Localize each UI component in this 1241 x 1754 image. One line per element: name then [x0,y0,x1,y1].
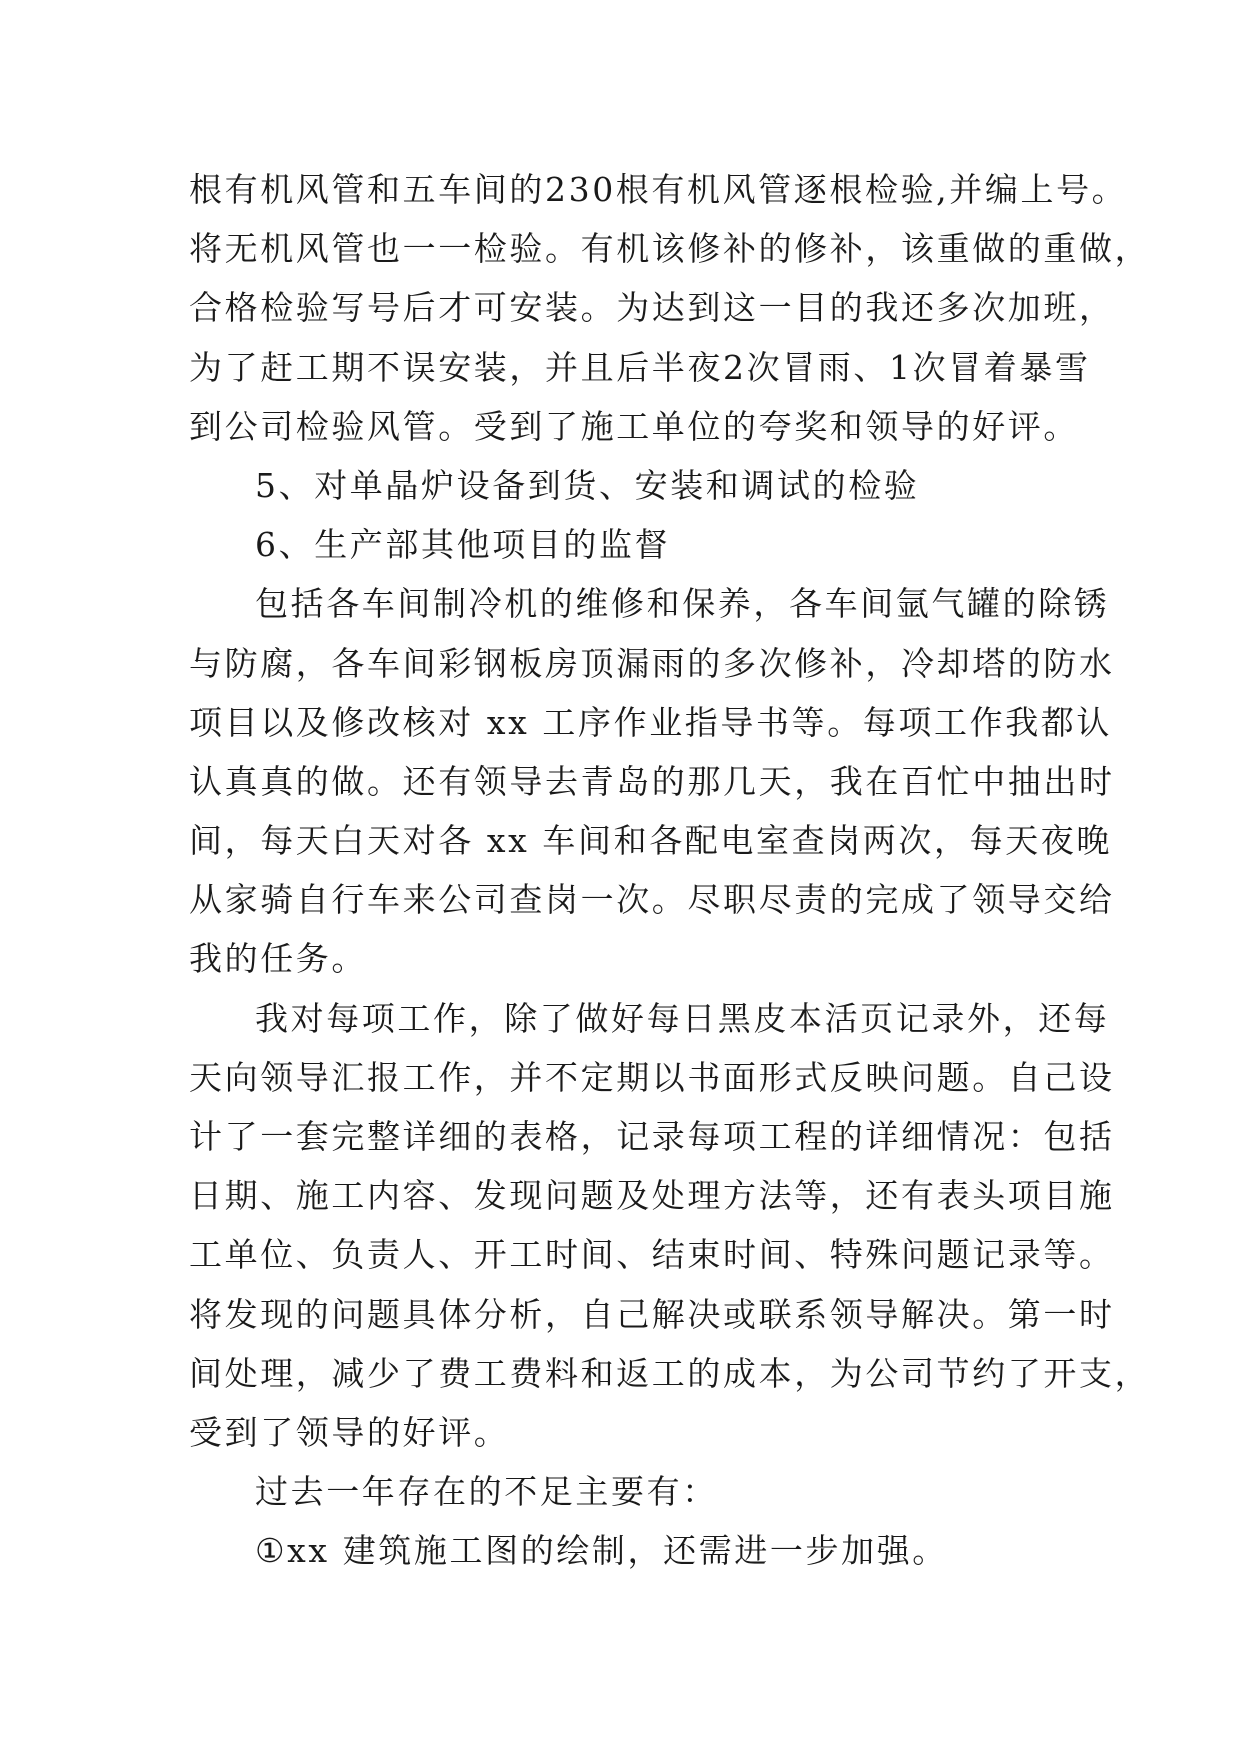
text-line: 与防腐，各车间彩钢板房顶漏雨的多次修补，冷却塔的防水 [189,643,1115,683]
text-line: 为了赶工期不误安装，并且后半夜2次冒雨、1次冒着暴雪 [189,347,1091,387]
text-line: 合格检验写号后才可安装。为达到这一目的我还多次加班， [189,288,1115,328]
text-line: 工单位、负责人、开工时间、结束时间、特殊问题记录等。 [189,1235,1115,1275]
paragraph-start: 包括各车间制冷机的维修和保养，各车间氩气罐的除锈 [255,584,1110,624]
text-line: 认真真的做。还有领导去青岛的那几天，我在百忙中抽出时 [189,761,1115,801]
text-line: 日期、施工内容、发现问题及处理方法等，还有表头项目施 [189,1176,1115,1216]
text-line: 将无机风管也一一检验。有机该修补的修补，该重做的重做， [189,229,1151,269]
text-line: 我的任务。 [189,939,367,979]
section-heading: 5、对单晶炉设备到货、安装和调试的检验 [255,465,920,505]
document-body [189,160,1151,1581]
section-heading: 6、生产部其他项目的监督 [255,525,671,565]
text-line: 受到了领导的好评。 [189,1412,510,1452]
text-line: 将发现的问题具体分析，自己解决或联系领导解决。第一时 [189,1294,1115,1334]
text-line: 从家骑自行车来公司查岗一次。尽职尽责的完成了领导交给 [189,880,1115,920]
list-item: ①xx 建筑施工图的绘制，还需进一步加强。 [255,1531,948,1571]
text-line: 间，每天白天对各 xx 车间和各配电室查岗两次，每天夜晚 [189,821,1113,861]
text-line: 项目以及修改核对 xx 工序作业指导书等。每项工作我都认 [189,702,1113,742]
paragraph-start: 过去一年存在的不足主要有： [255,1472,718,1512]
text-line: 根有机风管和五车间的230根有机风管逐根检验,并编上号。 [189,170,1128,209]
text-line: 天向领导汇报工作，并不定期以书面形式反映问题。自己设 [189,1057,1115,1097]
paragraph-start: 我对每项工作，除了做好每日黑皮本活页记录外，还每 [255,998,1110,1038]
text-line: 计了一套完整详细的表格，记录每项工程的详细情况：包括 [189,1117,1115,1156]
text-line: 间处理，减少了费工费料和返工的成本，为公司节约了开支， [189,1353,1151,1393]
text-line: 到公司检验风管。受到了施工单位的夸奖和领导的好评。 [189,406,1079,446]
